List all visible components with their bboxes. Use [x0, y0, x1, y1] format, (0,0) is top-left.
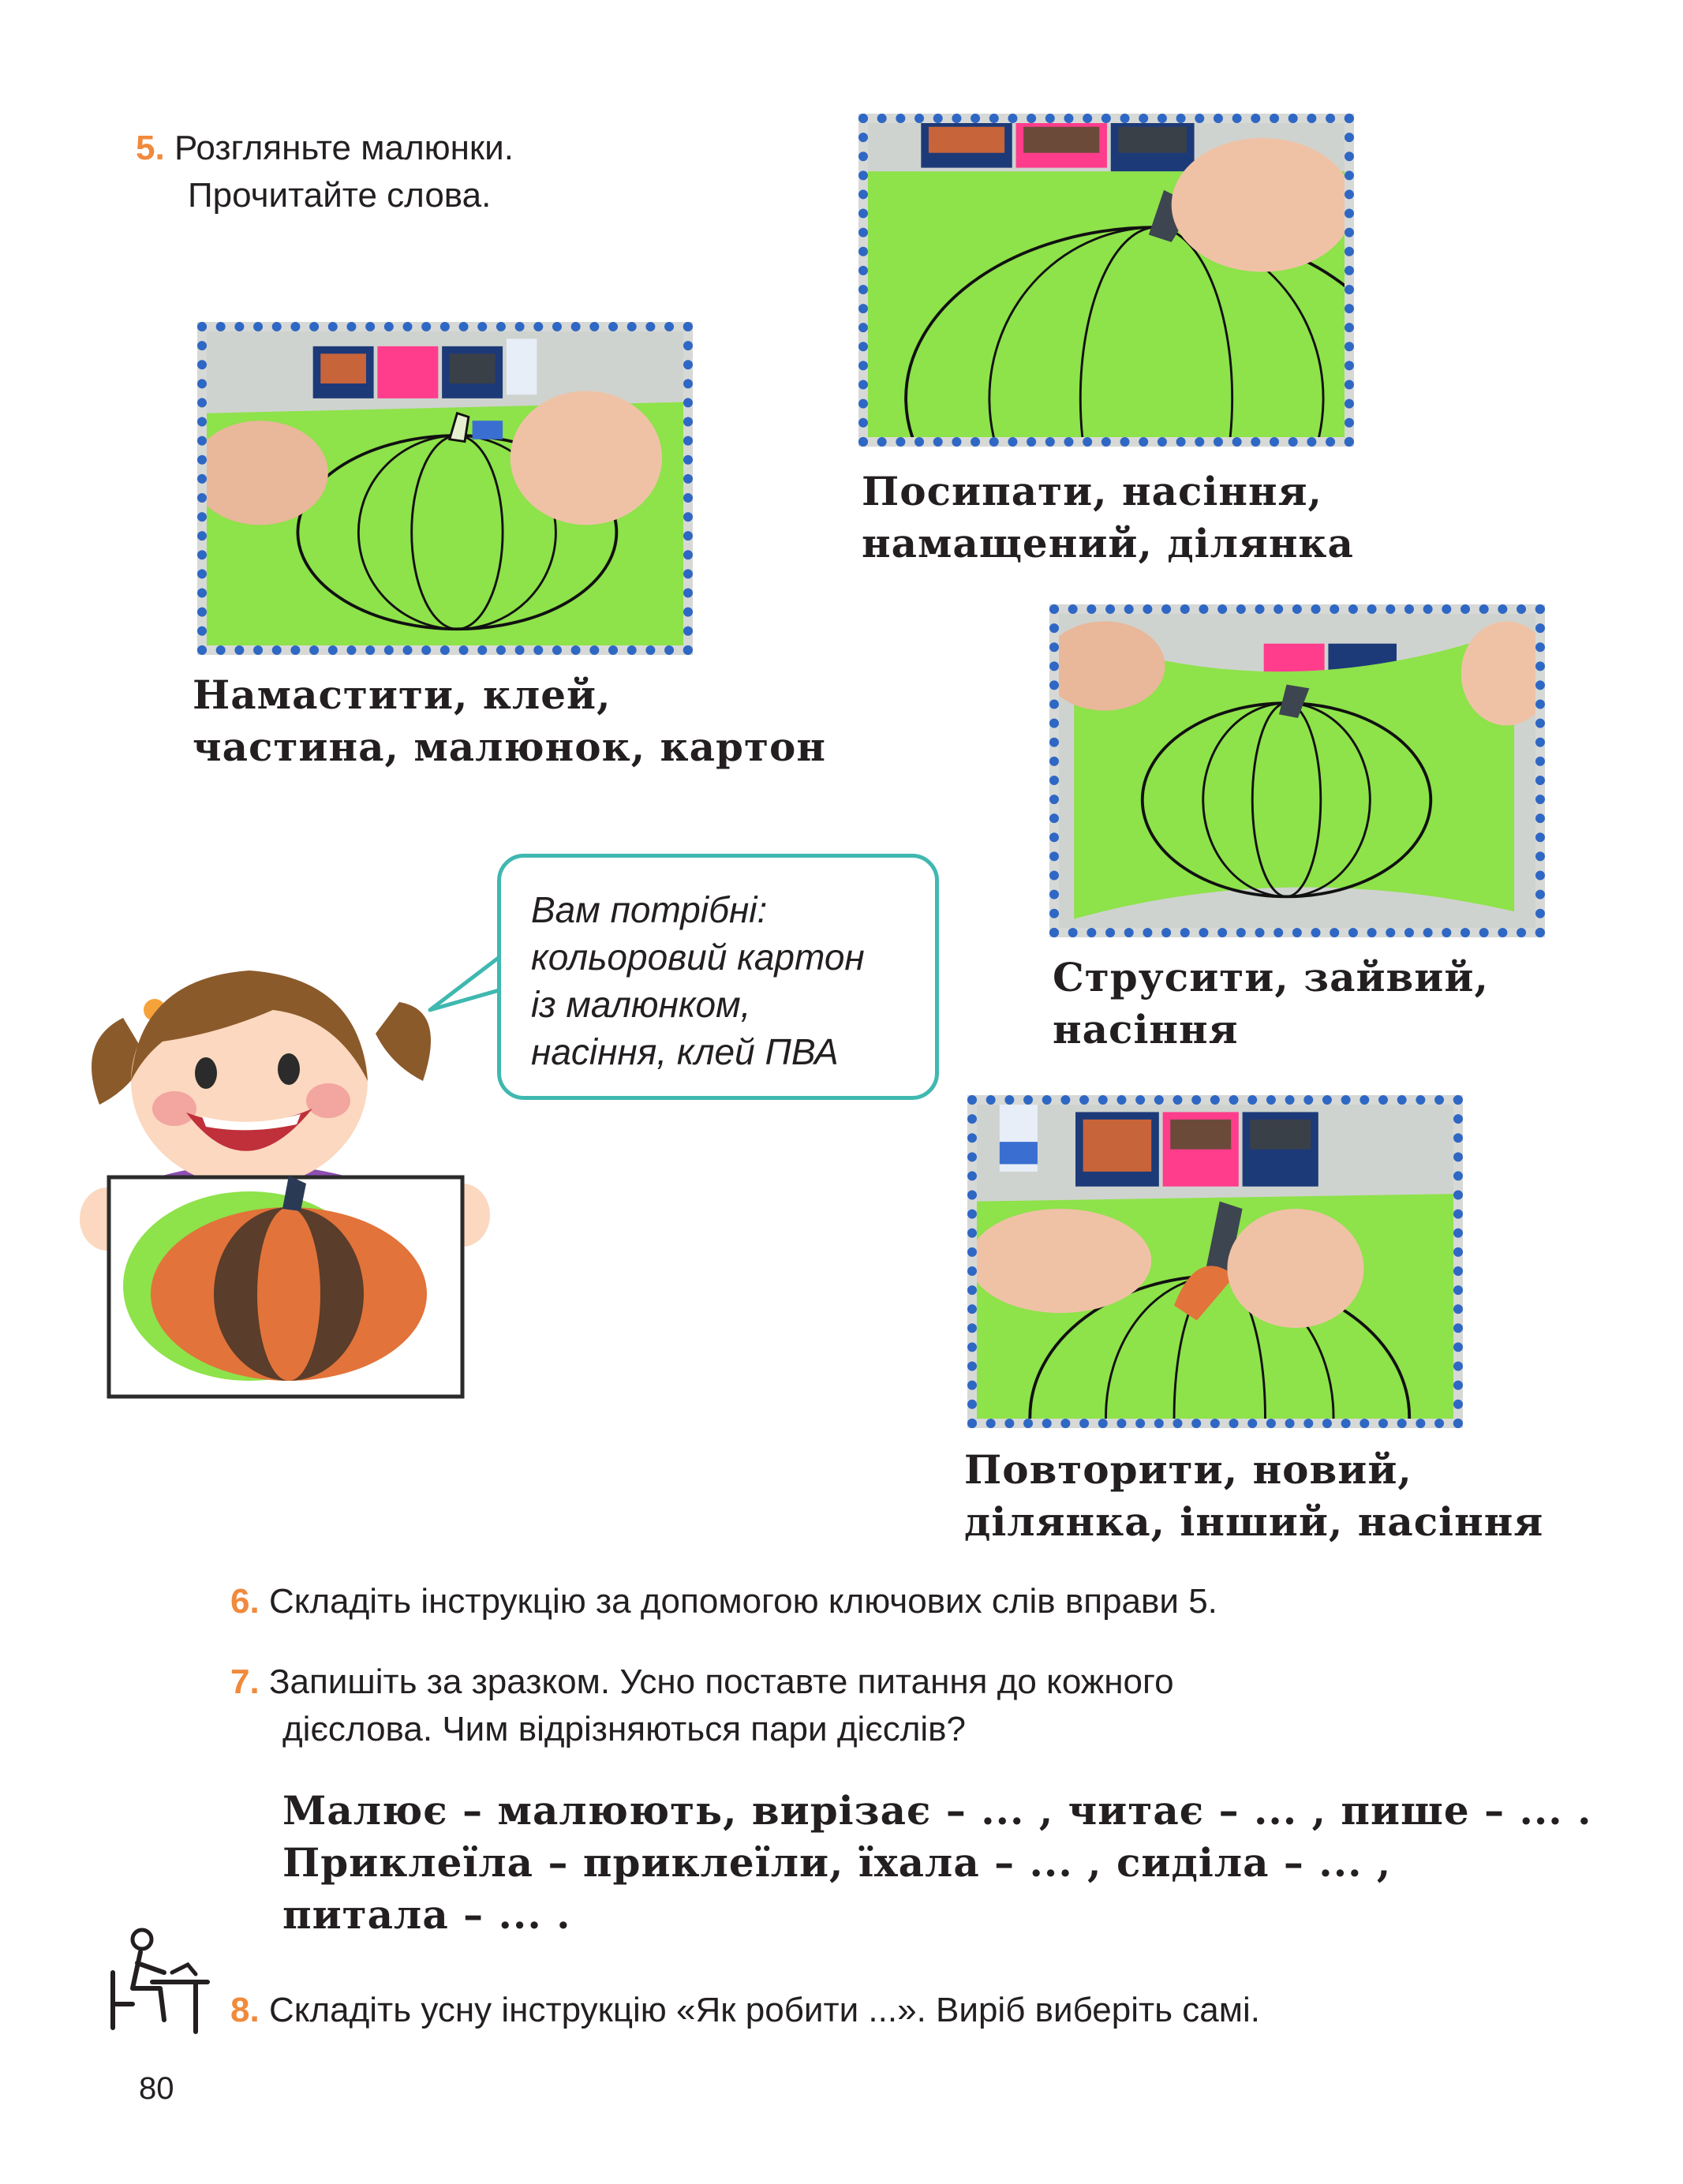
exercise-5-heading: [136, 125, 514, 219]
photo-1-caption: Намастити, клей, частина, малюнок, картон: [193, 671, 826, 770]
photo-4-caption: Повторити, новий, ділянка, інший, насіння: [964, 1446, 1544, 1545]
exercise-8-text: Складіть усну інструкцію «Як робити ...». Виріб виберіть самі.: [268, 1991, 1261, 2029]
exercise-5-number: 5.: [136, 129, 165, 167]
photo-2-caption: Посипати, насіння, намащений, ділянка: [862, 468, 1354, 567]
exercise-7-examples: Малює – малюють, вирізає – ... , читає – ... , пише – ... . Приклеїла – приклеїли, їхала – ... , сиділа – ... , питала – ... .: [282, 1787, 1592, 1938]
exercise-7: [230, 1659, 1174, 1753]
girl-holding-pumpkin-illustration: [76, 923, 502, 1404]
exercise-8-number: 8.: [230, 1991, 260, 2029]
photo-sprinkle-seeds: [858, 114, 1354, 447]
exercise-6-number: 6.: [230, 1582, 260, 1621]
exercise-7-line1: Запишіть за зразком. Усно поставте питання до кожного: [268, 1662, 1174, 1701]
exercise-6: [230, 1578, 1217, 1625]
exercise-5-line1: Розгляньте малюнки.: [174, 129, 514, 167]
exercise-8: [230, 1987, 1260, 2034]
exercise-7-line2: дієслова. Чим відрізняються пари дієслів?: [282, 1710, 967, 1748]
photo-repeat: [967, 1095, 1463, 1428]
page-number: 80: [139, 2071, 174, 2106]
exercise-5-line2: Прочитайте слова.: [188, 176, 492, 215]
exercise-6-text: Складіть інструкцію за допомогою ключових слів вправи 5.: [268, 1582, 1217, 1621]
photo-shake-off: [1049, 604, 1545, 937]
materials-speech-bubble: Вам потрібні: кольоровий картон із малюнком, насіння, клей ПВА: [497, 854, 939, 1100]
exercise-7-number: 7.: [230, 1662, 260, 1701]
photo-apply-glue: [197, 322, 693, 655]
person-at-desk-icon: [109, 1925, 211, 2036]
photo-3-caption: Струсити, зайвий, насіння: [1053, 954, 1489, 1053]
